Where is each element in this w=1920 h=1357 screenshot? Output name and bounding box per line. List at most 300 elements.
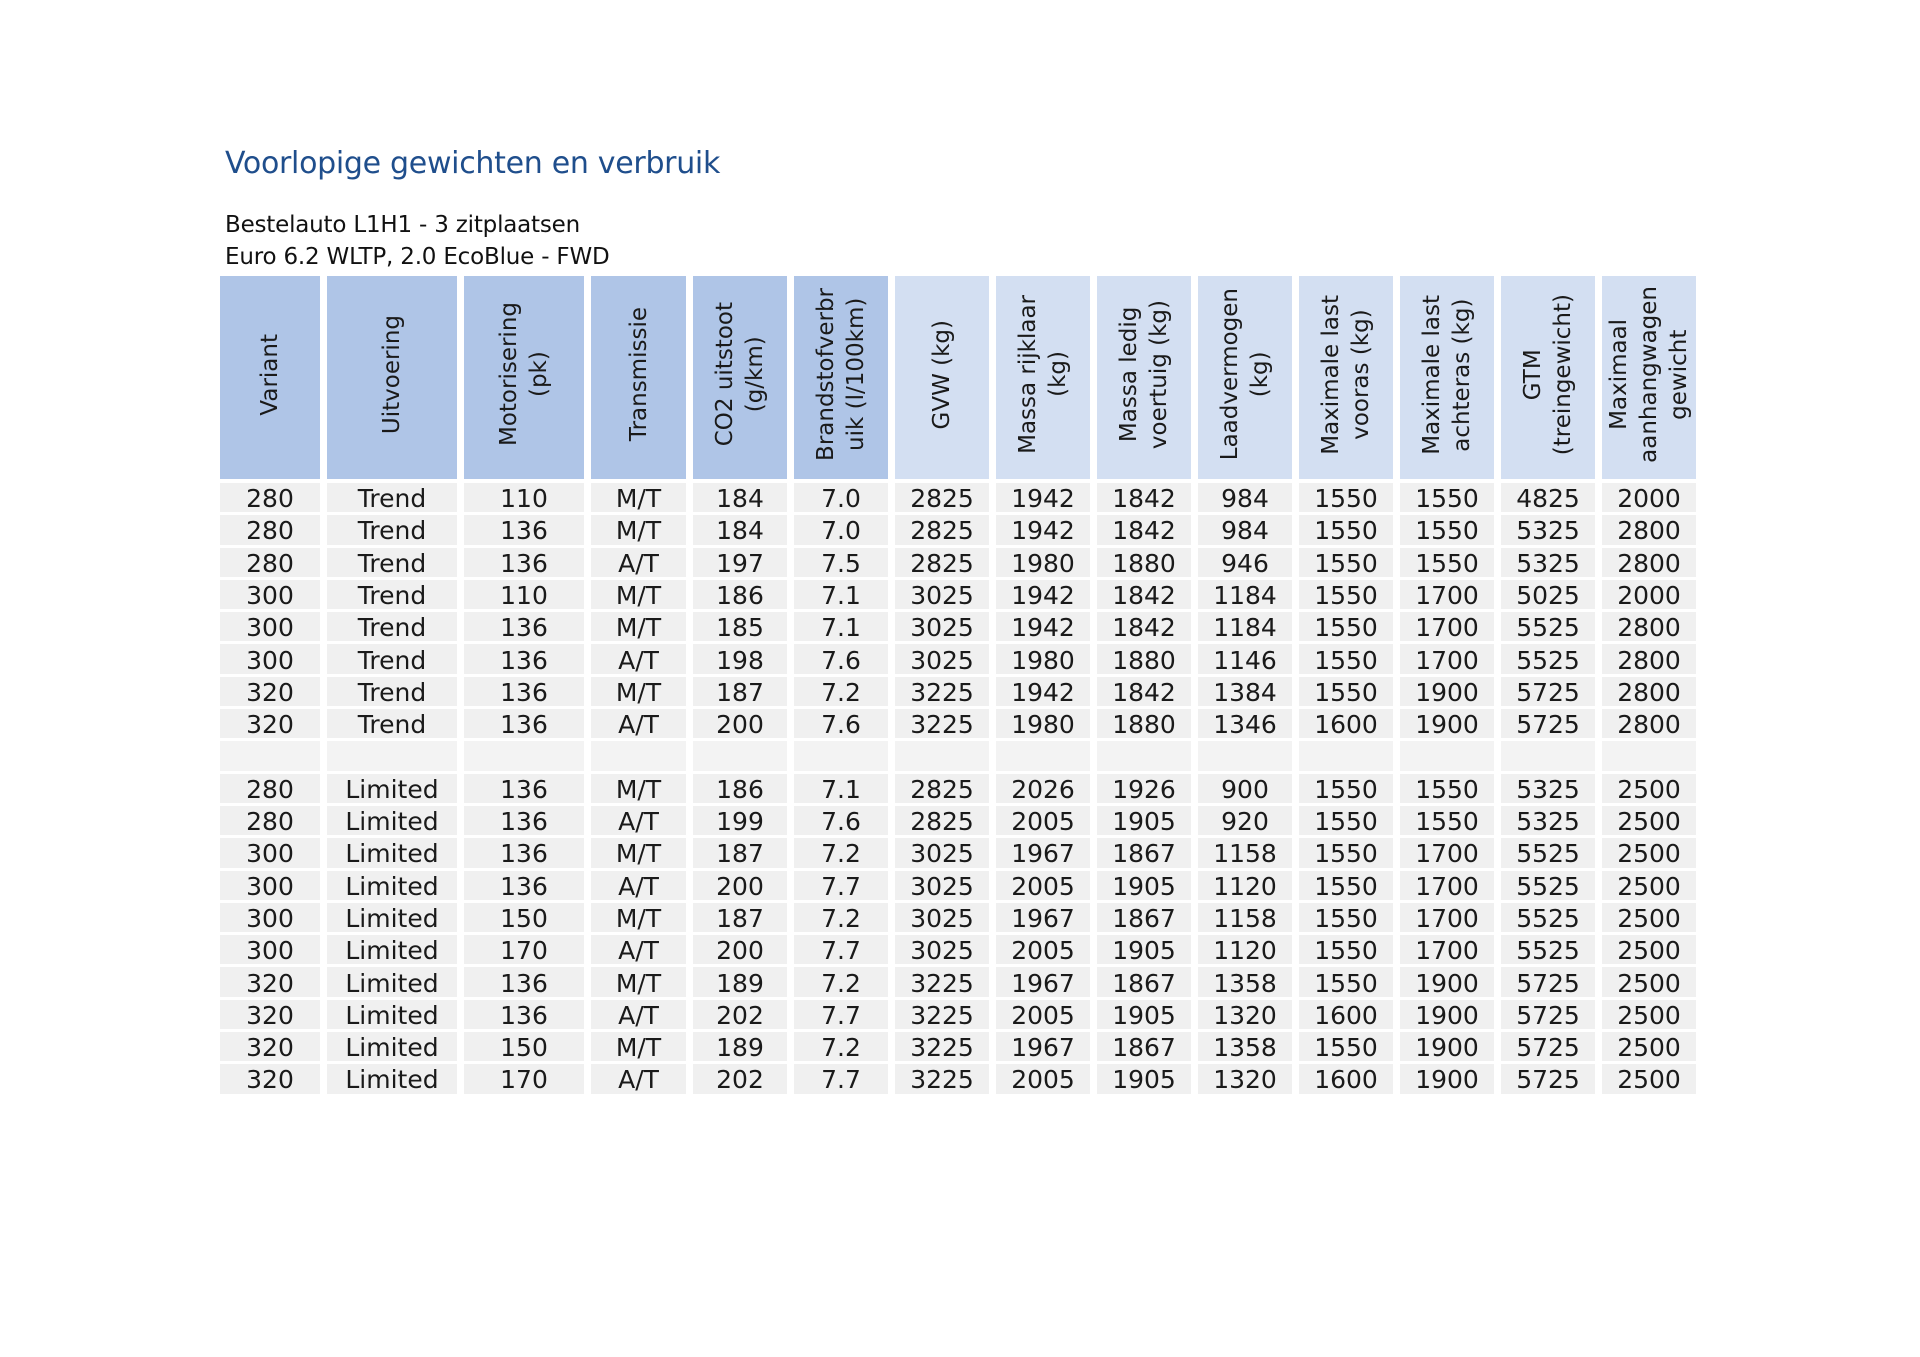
table-cell: 280 <box>220 774 320 806</box>
table-cell: 320 <box>220 709 320 741</box>
table-cell: 7.6 <box>794 709 888 741</box>
table-cell: 3225 <box>895 1064 989 1096</box>
table-header-row <box>220 276 1696 483</box>
column-header <box>327 276 457 483</box>
table-cell: Limited <box>327 1032 457 1064</box>
table-cell: 320 <box>220 677 320 709</box>
table-cell: Limited <box>327 967 457 999</box>
column-header <box>464 276 584 483</box>
table-cell: M/T <box>591 967 686 999</box>
table-cell: 7.1 <box>794 580 888 612</box>
table-cell: M/T <box>591 580 686 612</box>
table-cell: A/T <box>591 1000 686 1032</box>
column-header-label <box>1215 288 1275 460</box>
column-header-label <box>624 307 654 441</box>
table-cell: 5725 <box>1501 709 1595 741</box>
table-row <box>220 967 1696 999</box>
table-cell: 7.0 <box>794 483 888 515</box>
table-cell: 300 <box>220 580 320 612</box>
table-cell: 7.7 <box>794 935 888 967</box>
table-row <box>220 677 1696 709</box>
table-cell: 5525 <box>1501 644 1595 676</box>
table-cell: 2500 <box>1602 935 1696 967</box>
table-cell: 300 <box>220 903 320 935</box>
table-cell: 1905 <box>1097 1064 1191 1096</box>
table-cell: 1880 <box>1097 644 1191 676</box>
table-row <box>220 774 1696 806</box>
table-cell: 136 <box>464 677 584 709</box>
table-cell <box>1602 741 1696 773</box>
table-cell: 946 <box>1198 548 1292 580</box>
table-cell: 1967 <box>996 1032 1090 1064</box>
table-cell: 1905 <box>1097 1000 1191 1032</box>
table-cell: 300 <box>220 838 320 870</box>
column-header-line: Transmissie <box>625 307 652 442</box>
table-row <box>220 580 1696 612</box>
table-cell: 900 <box>1198 774 1292 806</box>
column-header-line: Maximaal <box>1606 319 1632 430</box>
column-header-line: Uitvoering <box>379 314 405 435</box>
table-cell: 320 <box>220 967 320 999</box>
table-cell: 2500 <box>1602 1000 1696 1032</box>
table-cell: 1550 <box>1299 483 1393 515</box>
table-cell <box>1097 741 1191 773</box>
table-cell: 2500 <box>1602 1032 1696 1064</box>
table-cell: 2800 <box>1602 612 1696 644</box>
column-header <box>895 276 989 483</box>
table-cell: A/T <box>591 1064 686 1096</box>
table-cell: 1358 <box>1198 967 1292 999</box>
table-cell: 198 <box>693 644 787 676</box>
table-cell: 1700 <box>1400 935 1494 967</box>
table-cell: 1550 <box>1400 548 1494 580</box>
table-cell: 1867 <box>1097 967 1191 999</box>
table-cell: 5525 <box>1501 903 1595 935</box>
table-cell: 300 <box>220 612 320 644</box>
table-cell: 136 <box>464 709 584 741</box>
table-cell: 1158 <box>1198 838 1292 870</box>
table-cell: Trend <box>327 677 457 709</box>
table-cell: 1550 <box>1299 967 1393 999</box>
subtitle-model: Bestelauto L1H1 - 3 zitplaatsen <box>225 212 580 238</box>
table-cell: M/T <box>591 677 686 709</box>
table-cell <box>1299 741 1393 773</box>
column-header-line: Massa rijklaar <box>1015 295 1041 454</box>
table-cell: Trend <box>327 515 457 547</box>
table-cell: 5725 <box>1501 1064 1595 1096</box>
table-cell: 1550 <box>1299 774 1393 806</box>
specifications-table <box>213 276 1703 1097</box>
table-cell: 5325 <box>1501 806 1595 838</box>
table-cell: M/T <box>591 1032 686 1064</box>
table-cell <box>591 741 686 773</box>
column-header-line: Brandstofverbr <box>813 288 839 461</box>
table-cell: 1900 <box>1400 1032 1494 1064</box>
table-cell: 189 <box>693 1032 787 1064</box>
table-cell: 1842 <box>1097 580 1191 612</box>
table-cell: Trend <box>327 483 457 515</box>
table-cell: 1550 <box>1299 677 1393 709</box>
column-header-line: GTM <box>1520 349 1546 400</box>
table-row <box>220 1064 1696 1096</box>
table-cell: 2026 <box>996 774 1090 806</box>
table-cell: 136 <box>464 1000 584 1032</box>
table-cell: 1600 <box>1299 1000 1393 1032</box>
table-cell: 189 <box>693 967 787 999</box>
table-cell: 280 <box>220 548 320 580</box>
table-cell <box>220 741 320 773</box>
table-cell: 2005 <box>996 806 1090 838</box>
table-cell: 1942 <box>996 677 1090 709</box>
table-cell: M/T <box>591 612 686 644</box>
table-cell: 136 <box>464 644 584 676</box>
table-cell: 280 <box>220 483 320 515</box>
table-cell: 3025 <box>895 612 989 644</box>
table-cell: 7.2 <box>794 677 888 709</box>
table-cell: 2005 <box>996 1000 1090 1032</box>
table-cell: 984 <box>1198 483 1292 515</box>
table-cell: 136 <box>464 548 584 580</box>
table-cell: 2800 <box>1602 644 1696 676</box>
table-cell: 7.7 <box>794 1000 888 1032</box>
column-header-label <box>1013 295 1073 454</box>
table-cell: 1700 <box>1400 838 1494 870</box>
table-cell: 1550 <box>1299 548 1393 580</box>
table-cell: 187 <box>693 838 787 870</box>
table-cell: 5725 <box>1501 677 1595 709</box>
table-cell: 199 <box>693 806 787 838</box>
table-cell: Trend <box>327 548 457 580</box>
column-header-line: CO2 uitstoot <box>712 302 738 447</box>
table-spacer-row <box>220 741 1696 773</box>
table-cell: 1550 <box>1299 644 1393 676</box>
table-cell: Limited <box>327 1064 457 1096</box>
table-cell: 3025 <box>895 935 989 967</box>
table-cell: 1550 <box>1299 806 1393 838</box>
table-cell: 7.7 <box>794 871 888 903</box>
column-header-line: Maximale last <box>1419 294 1445 455</box>
column-header-label <box>1114 300 1174 449</box>
column-header-label <box>811 288 871 461</box>
table-cell: 2825 <box>895 806 989 838</box>
column-header <box>1198 276 1292 483</box>
table-cell: 1700 <box>1400 580 1494 612</box>
column-header <box>591 276 686 483</box>
table-cell: 3025 <box>895 644 989 676</box>
table-cell: 5025 <box>1501 580 1595 612</box>
table-cell: 1158 <box>1198 903 1292 935</box>
table-cell: 1600 <box>1299 1064 1393 1096</box>
column-header-line: (kg) <box>1045 351 1071 398</box>
table-row <box>220 483 1696 515</box>
table-cell: 2800 <box>1602 548 1696 580</box>
table-cell: 1900 <box>1400 967 1494 999</box>
table-cell: 280 <box>220 515 320 547</box>
table-cell: 1550 <box>1299 580 1393 612</box>
table-cell: 110 <box>464 483 584 515</box>
table-cell: A/T <box>591 709 686 741</box>
table-cell: 136 <box>464 871 584 903</box>
table-cell: 2825 <box>895 515 989 547</box>
table-cell: 187 <box>693 903 787 935</box>
table-cell: 1550 <box>1299 612 1393 644</box>
table-cell: 170 <box>464 935 584 967</box>
table-cell: 5725 <box>1501 967 1595 999</box>
table-cell: 984 <box>1198 515 1292 547</box>
table-cell: 320 <box>220 1000 320 1032</box>
table-cell: 197 <box>693 548 787 580</box>
column-header-label <box>1604 286 1694 463</box>
table-cell: 3025 <box>895 838 989 870</box>
table-cell: 1905 <box>1097 871 1191 903</box>
table-cell: 7.2 <box>794 1032 888 1064</box>
table-cell: 1700 <box>1400 612 1494 644</box>
table-cell: 320 <box>220 1032 320 1064</box>
table-cell: 1880 <box>1097 548 1191 580</box>
table-cell: 5725 <box>1501 1032 1595 1064</box>
table-cell: 2005 <box>996 871 1090 903</box>
table-cell: Trend <box>327 709 457 741</box>
table-cell: 2825 <box>895 774 989 806</box>
table-cell <box>794 741 888 773</box>
table-cell: 1880 <box>1097 709 1191 741</box>
table-cell: 1320 <box>1198 1064 1292 1096</box>
table-cell: 184 <box>693 515 787 547</box>
table-cell: 200 <box>693 935 787 967</box>
table-cell: 1346 <box>1198 709 1292 741</box>
table-cell: 4825 <box>1501 483 1595 515</box>
table-cell: Limited <box>327 806 457 838</box>
table-cell: 1905 <box>1097 806 1191 838</box>
table-cell: 1867 <box>1097 838 1191 870</box>
table-cell: Limited <box>327 774 457 806</box>
table-cell: 202 <box>693 1064 787 1096</box>
table-cell: 1900 <box>1400 1064 1494 1096</box>
column-header <box>220 276 320 483</box>
column-header-line: (treingewicht) <box>1550 293 1576 456</box>
table-cell: 7.1 <box>794 774 888 806</box>
column-header <box>794 276 888 483</box>
table-cell: 2800 <box>1602 515 1696 547</box>
table-cell <box>895 741 989 773</box>
table-cell: A/T <box>591 644 686 676</box>
table-cell: 1120 <box>1198 871 1292 903</box>
table-row <box>220 1000 1696 1032</box>
table-cell: 1700 <box>1400 644 1494 676</box>
column-header-line: GVW (kg) <box>929 319 955 430</box>
column-header-line: vooras (kg) <box>1348 309 1374 440</box>
table-cell: 280 <box>220 806 320 838</box>
column-header-line: voertuig (kg) <box>1146 299 1172 450</box>
column-header-line: Laadvermogen <box>1217 288 1243 461</box>
column-header-label <box>1316 295 1376 455</box>
column-header-line: (kg) <box>1247 351 1273 398</box>
table-cell <box>1198 741 1292 773</box>
table-row <box>220 644 1696 676</box>
table-cell: 1358 <box>1198 1032 1292 1064</box>
table-cell: M/T <box>591 515 686 547</box>
table-cell: 136 <box>464 515 584 547</box>
column-header-line: Maximale last <box>1318 294 1344 455</box>
table-cell: 3225 <box>895 1000 989 1032</box>
table-cell: 136 <box>464 806 584 838</box>
table-cell: 7.6 <box>794 806 888 838</box>
table-cell: 1942 <box>996 580 1090 612</box>
table-row <box>220 903 1696 935</box>
table-cell: 3225 <box>895 967 989 999</box>
table-cell: 1980 <box>996 548 1090 580</box>
table-row <box>220 612 1696 644</box>
column-header-line: achteras (kg) <box>1449 297 1475 452</box>
table-cell: 1842 <box>1097 677 1191 709</box>
table-cell <box>1501 741 1595 773</box>
column-header-label <box>927 320 957 429</box>
table-cell: 1700 <box>1400 903 1494 935</box>
table-cell: 1967 <box>996 903 1090 935</box>
column-header-label <box>494 302 554 446</box>
table-body <box>220 483 1696 1097</box>
column-header <box>1299 276 1393 483</box>
table-cell: Limited <box>327 1000 457 1032</box>
table-cell: A/T <box>591 548 686 580</box>
table-cell <box>693 741 787 773</box>
table-cell: 5525 <box>1501 838 1595 870</box>
table-cell: 170 <box>464 1064 584 1096</box>
table-cell: 1900 <box>1400 1000 1494 1032</box>
table-cell: 7.2 <box>794 967 888 999</box>
column-header <box>1097 276 1191 483</box>
table-cell: 1967 <box>996 838 1090 870</box>
table-cell: 1120 <box>1198 935 1292 967</box>
table-cell: 186 <box>693 774 787 806</box>
table-cell: M/T <box>591 903 686 935</box>
table-cell: 320 <box>220 1064 320 1096</box>
table-cell <box>327 741 457 773</box>
table-cell: 1867 <box>1097 1032 1191 1064</box>
table-cell: 2500 <box>1602 903 1696 935</box>
table-cell: 2500 <box>1602 871 1696 903</box>
table-cell: 1942 <box>996 483 1090 515</box>
table-cell: A/T <box>591 806 686 838</box>
table-cell: 7.7 <box>794 1064 888 1096</box>
table-cell: 1842 <box>1097 515 1191 547</box>
table-cell: 1550 <box>1400 806 1494 838</box>
table-cell: 7.2 <box>794 838 888 870</box>
table-cell: 1905 <box>1097 935 1191 967</box>
table-cell: 3225 <box>895 677 989 709</box>
column-header-line: (pk) <box>526 351 552 398</box>
table-cell: 1550 <box>1299 838 1393 870</box>
table-cell: 3225 <box>895 709 989 741</box>
table-row <box>220 1032 1696 1064</box>
table-cell: 1550 <box>1299 903 1393 935</box>
table-row <box>220 806 1696 838</box>
table-row <box>220 515 1696 547</box>
column-header-label <box>377 315 407 434</box>
table-cell: Trend <box>327 644 457 676</box>
table-cell: 2500 <box>1602 1064 1696 1096</box>
column-header <box>1400 276 1494 483</box>
table-cell: 1980 <box>996 709 1090 741</box>
column-header-line: Variant <box>257 333 283 416</box>
table-cell: 1967 <box>996 967 1090 999</box>
table-cell: 7.6 <box>794 644 888 676</box>
table-cell: 2825 <box>895 548 989 580</box>
column-header-label <box>710 302 770 446</box>
table-cell: M/T <box>591 483 686 515</box>
table-cell: 150 <box>464 903 584 935</box>
table-cell: 1550 <box>1400 483 1494 515</box>
table-cell: 1550 <box>1299 1032 1393 1064</box>
table-cell: 1942 <box>996 515 1090 547</box>
table-cell: 1700 <box>1400 871 1494 903</box>
table-cell: 5325 <box>1501 515 1595 547</box>
table-row <box>220 871 1696 903</box>
table-cell: A/T <box>591 871 686 903</box>
table-cell: 1842 <box>1097 483 1191 515</box>
table-cell: 2825 <box>895 483 989 515</box>
table-cell: 1550 <box>1299 935 1393 967</box>
column-header <box>1602 276 1696 483</box>
table-cell: 184 <box>693 483 787 515</box>
table-cell: 136 <box>464 612 584 644</box>
column-header-line: (g/km) <box>742 336 768 413</box>
table-cell: 5325 <box>1501 774 1595 806</box>
column-header <box>693 276 787 483</box>
table-row <box>220 709 1696 741</box>
table-cell: 200 <box>693 871 787 903</box>
table-cell: 300 <box>220 871 320 903</box>
table-cell: 300 <box>220 935 320 967</box>
table-cell: 2005 <box>996 1064 1090 1096</box>
table-cell: 1942 <box>996 612 1090 644</box>
table-cell <box>464 741 584 773</box>
table-cell: Trend <box>327 612 457 644</box>
table-cell: 5325 <box>1501 548 1595 580</box>
table-cell: 1184 <box>1198 580 1292 612</box>
column-header <box>1501 276 1595 483</box>
table-cell: 2800 <box>1602 677 1696 709</box>
table-cell: 300 <box>220 644 320 676</box>
table-cell: Limited <box>327 903 457 935</box>
table-cell: 202 <box>693 1000 787 1032</box>
table-cell: M/T <box>591 774 686 806</box>
column-header-line: gewicht <box>1666 329 1692 420</box>
table-cell: 2500 <box>1602 838 1696 870</box>
table-cell: 1550 <box>1299 515 1393 547</box>
table-cell: 136 <box>464 774 584 806</box>
table-cell: 3025 <box>895 903 989 935</box>
column-header-label <box>1417 295 1477 455</box>
table-cell: 1550 <box>1299 871 1393 903</box>
table-cell: 136 <box>464 967 584 999</box>
table-cell: 3025 <box>895 871 989 903</box>
column-header-label <box>1518 294 1578 455</box>
table-cell: 1184 <box>1198 612 1292 644</box>
table-cell: 150 <box>464 1032 584 1064</box>
table-cell: 185 <box>693 612 787 644</box>
table-cell: 5525 <box>1501 871 1595 903</box>
table-row <box>220 548 1696 580</box>
table-cell: 110 <box>464 580 584 612</box>
table-cell: 1384 <box>1198 677 1292 709</box>
table-cell: 1900 <box>1400 677 1494 709</box>
table-cell: 1842 <box>1097 612 1191 644</box>
table-cell: Trend <box>327 580 457 612</box>
table-cell: 7.1 <box>794 612 888 644</box>
table-cell: 2500 <box>1602 774 1696 806</box>
table-cell: Limited <box>327 838 457 870</box>
